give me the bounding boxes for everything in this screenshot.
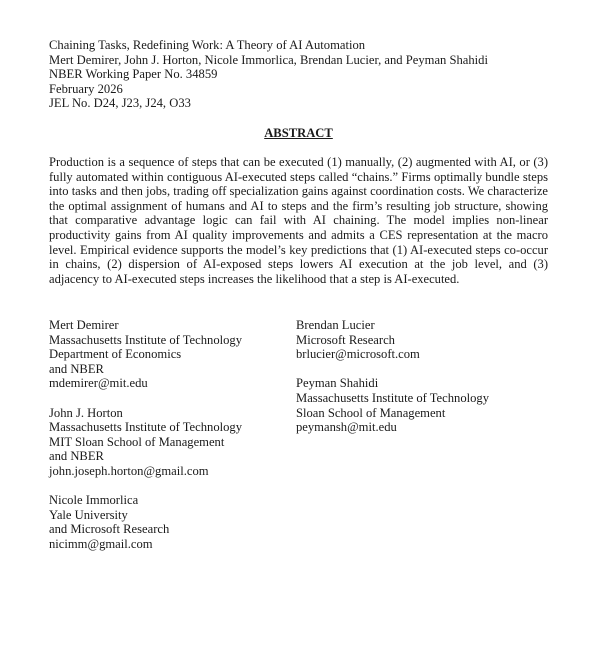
author-affiliation: Department of Economics [49,347,182,362]
paper-title: Chaining Tasks, Redefining Work: A Theory of AI Automation [49,38,366,52]
author-affiliation: Massachusetts Institute of Technology [49,332,243,347]
author-name: John J. Horton [49,405,123,420]
author-affiliation: and NBER [49,449,104,464]
author-card [49,406,289,479]
author-email: peymansh@mit.edu [296,420,397,435]
author-affiliation: Yale University [49,507,128,522]
abstract-text: Production is a sequence of steps that can be executed (1) manually, (2) augmented with AI, or (3) fully automated within contiguous AI-executed steps called “chains.” Firms optimally bundle steps into tasks and then jobs, trading off specialization gains against coordination costs. We characterize the optimal assignment of humans and AI to steps and the firm’s resulting job structure, showing that comparative advantage logic can fail with AI chaining. The model implies non-linear productivity gains from AI quality improvements and admits a CES representation at the macro level. Empirical evidence supports the model’s key predictions that (1) AI-executed steps co-occur in chains, (2) dispersion of AI-exposed steps lowers AI execution at the job level, and (3) adjacency to AI-executed steps increases the likelihood that a step is AI-executed. [49,155,548,286]
paper-authors-line: Mert Demirer, John J. Horton, Nicole Immorlica, Brendan Lucier, and Peyman Shahidi [49,52,488,67]
author-affiliation: Massachusetts Institute of Technology [296,390,490,405]
author-card [296,318,556,362]
author-affiliation: and NBER [49,361,104,376]
author-affiliation: Sloan School of Management [296,405,446,420]
authors-left-column [49,318,289,566]
author-name: Mert Demirer [49,318,119,332]
author-affiliation: Microsoft Research [296,332,395,347]
author-email: nicimm@gmail.com [49,536,153,551]
author-email: mdemirer@mit.edu [49,376,148,391]
abstract-heading: ABSTRACT [264,126,333,140]
author-email: brlucier@microsoft.com [296,347,420,362]
paper-header [49,38,589,111]
author-card [296,376,556,434]
paper-date: February 2026 [49,81,123,96]
author-name: Nicole Immorlica [49,493,139,508]
author-affiliation: MIT Sloan School of Management [49,434,225,449]
author-card [49,493,289,551]
author-card [49,318,289,391]
author-affiliation: Massachusetts Institute of Technology [49,420,243,435]
authors-right-column [296,318,556,449]
author-name: Brendan Lucier [296,318,375,332]
author-name: Peyman Shahidi [296,376,379,391]
author-email: john.joseph.horton@gmail.com [49,463,209,478]
working-paper-number: NBER Working Paper No. 34859 [49,67,218,82]
author-affiliation: and Microsoft Research [49,522,170,537]
jel-codes: JEL No. D24, J23, J24, O33 [49,96,191,111]
